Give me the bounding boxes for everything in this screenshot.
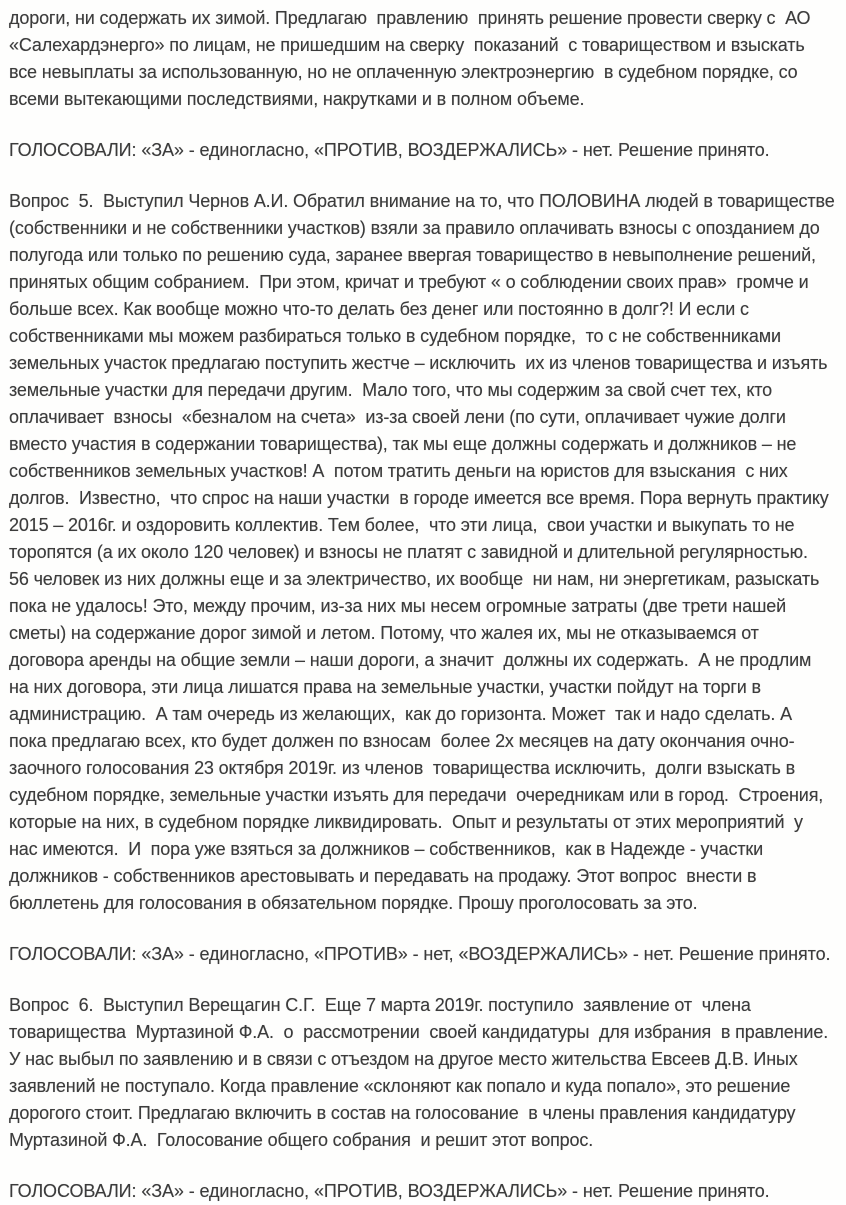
text-line: полугода или только по решению суда, заранее ввергая товарищество в невыполнение решений, [9, 245, 816, 265]
vote-result-line: ГОЛОСОВАЛИ: «ЗА» - единогласно, «ПРОТИВ, ВОЗДЕРЖАЛИСЬ» - нет. Решение принято. [9, 140, 770, 160]
vote-result-line: ГОЛОСОВАЛИ: «ЗА» - единогласно, «ПРОТИВ, ВОЗДЕРЖАЛИСЬ» - нет. Решение принято. [9, 1181, 770, 1201]
question-4-continuation-paragraph [9, 5, 838, 113]
text-line: администрацию. А там очередь из желающих, как до горизонта. Может так и надо сделать. А [9, 704, 792, 724]
text-line: пока не удалось! Это, между прочим, из-за них мы несем огромные затраты (две трети нашей [9, 596, 786, 616]
text-line: Вопрос 6. Выступил Верещагин С.Г. Еще 7 марта 2019г. поступило заявление от члена [9, 995, 751, 1015]
text-line: дорогого стоит. Предлагаю включить в состав на голосование в члены правления кандидатуру [9, 1103, 796, 1123]
text-line: оплачивает взносы «безналом на счета» из-за своей лени (по сути, оплачивает чужие долги [9, 407, 786, 427]
text-line: все невыплаты за использованную, но не оплаченную электроэнергию в судебном порядке, со [9, 62, 798, 82]
vote-result-question-4 [9, 137, 838, 164]
text-line: дороги, ни содержать их зимой. Предлагаю правлению принять решение провести сверку с АО [9, 8, 811, 28]
text-line: У нас выбыл по заявлению и в связи с отъездом на другое место жительства Евсеев Д.В. Иных [9, 1049, 798, 1069]
text-line: земельных участок предлагаю поступить жестче – исключить их из членов товарищества и изъять [9, 353, 828, 373]
text-line: всеми вытекающими последствиями, накрутками и в полном объеме. [9, 89, 585, 109]
text-line: Муртазиной Ф.А. Голосование общего собрания и решит этот вопрос. [9, 1130, 594, 1150]
text-line: 2015 – 2016г. и оздоровить коллектив. Тем более, что эти лица, свои участки и выкупать то не [9, 515, 795, 535]
text-line: которые на них, в судебном порядке ликвидировать. Опыт и результаты от этих мероприятий у [9, 812, 803, 832]
text-line: на них договора, эти лица лишатся права на земельные участки, участки пойдут на торги в [9, 677, 761, 697]
text-line: товарищества Муртазиной Ф.А. о рассмотрении своей кандидатуры для избрания в правление. [9, 1022, 829, 1042]
text-line: принятых общим собранием. При этом, кричат и требуют « о соблюдении своих прав» громче и [9, 272, 809, 292]
text-line: «Салехардэнерго» по лицам, не пришедшим на сверку показаний с товариществом и взыскать [9, 35, 805, 55]
text-line: бюллетень для голосования в обязательном порядке. Прошу проголосовать за это. [9, 893, 698, 913]
text-line: судебном порядке, земельные участки изъять для передачи очередникам или в город. Строения, [9, 785, 824, 805]
text-line: сметы) на содержание дорог зимой и летом. Потому, что жалея их, мы не отказываемся от [9, 623, 759, 643]
text-line: (собственники и не собственники участков) взяли за правило оплачивать взносы с опозданием до [9, 218, 820, 238]
vote-result-line: ГОЛОСОВАЛИ: «ЗА» - единогласно, «ПРОТИВ» - нет, «ВОЗДЕРЖАЛИСЬ» - нет. Решение принято. [9, 944, 831, 964]
text-line: собственников земельных участков! А потом тратить деньги на юристов для взыскания с них [9, 461, 788, 481]
question-5-paragraph [9, 188, 838, 917]
vote-result-question-5 [9, 941, 838, 968]
text-line: договора аренды на общие земли – наши дороги, а значит должны их содержать. А не продлим [9, 650, 812, 670]
text-line: нас имеются. И пора уже взяться за должников – собственников, как в Надежде - участки [9, 839, 764, 859]
text-line: 56 человек из них должны еще и за электричество, их вообще ни нам, ни энергетикам, разыскать [9, 569, 820, 589]
question-6-paragraph [9, 992, 838, 1154]
text-line: больше всех. Как вообще можно что-то делать без денег или постоянно в долг?! И если с [9, 299, 749, 319]
text-line: земельные участки для передачи другим. Мало того, что мы содержим за свой счет тех, кто [9, 380, 773, 400]
vote-result-question-6 [9, 1178, 838, 1205]
text-line: заочного голосования 23 октября 2019г. из членов товарищества исключить, долги взыскать в [9, 758, 796, 778]
text-line: Вопрос 5. Выступил Чернов А.И. Обратил внимание на то, что ПОЛОВИНА людей в товариществе [9, 191, 835, 211]
document-text [9, 5, 838, 1205]
text-line: долгов. Известно, что спрос на наши участки в городе имеется все время. Пора вернуть практику [9, 488, 829, 508]
text-line: пока предлагаю всех, кто будет должен по взносам более 2х месяцев на дату окончания очно- [9, 731, 795, 751]
text-line: должников - собственников арестовывать и передавать на продажу. Этот вопрос внести в [9, 866, 757, 886]
text-line: собственниками мы можем разбираться только в судебном порядке, то с не собственниками [9, 326, 781, 346]
text-line: вместо участия в содержании товарищества), так мы еще должны содержать и должников – не [9, 434, 797, 454]
text-line: заявлений не поступало. Когда правление «склоняют как попало и куда попало», это решение [9, 1076, 791, 1096]
text-line: торопятся (а их около 120 человек) и взносы не платят с завидной и длительной регулярностью. [9, 542, 808, 562]
